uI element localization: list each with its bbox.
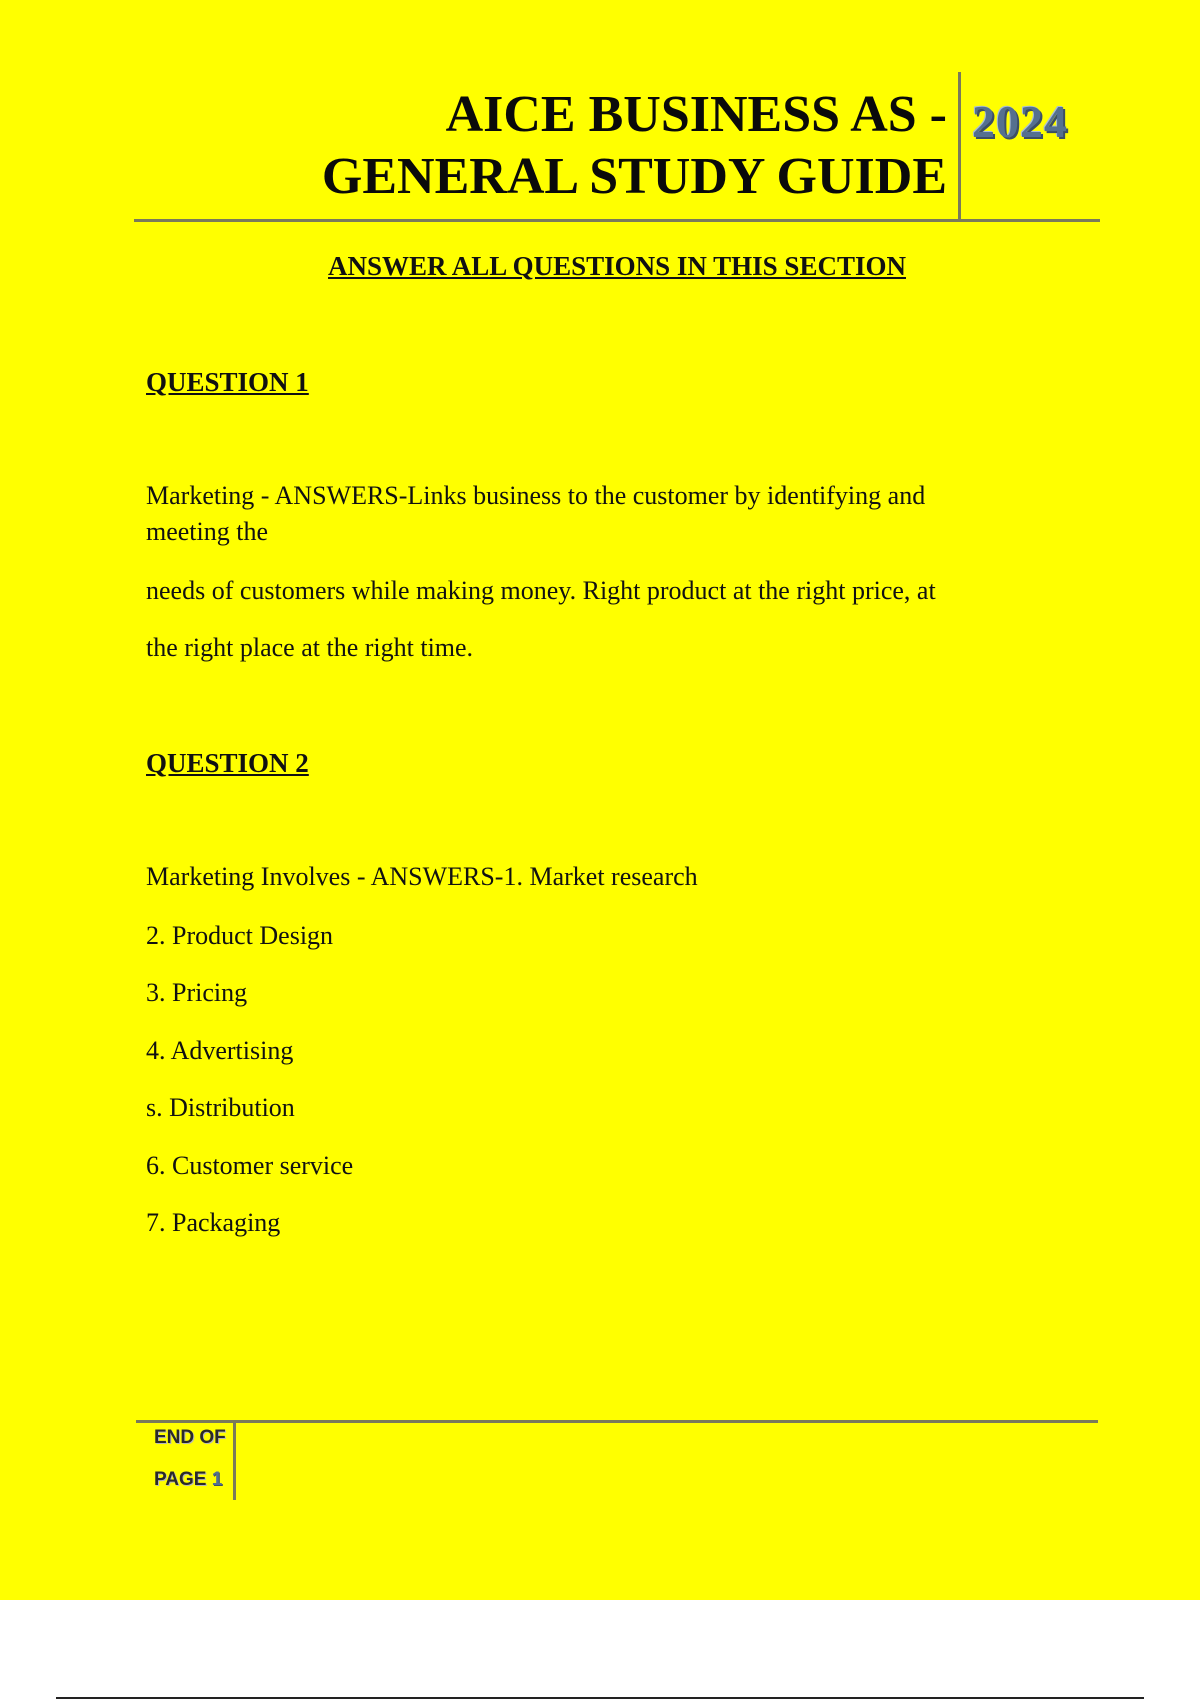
question-2-heading: QUESTION 2 bbox=[146, 748, 309, 778]
question-1-answer-line-2: meeting the bbox=[146, 517, 269, 546]
title-line-2: GENERAL STUDY GUIDE bbox=[321, 148, 947, 205]
title-line-1: AICE BUSINESS AS - bbox=[445, 86, 947, 143]
question-2-list-item-2: 2. Product Design bbox=[146, 921, 334, 950]
footer-end-of: END OF bbox=[154, 1427, 226, 1448]
question-2-list-item-4: 4. Advertising bbox=[146, 1036, 294, 1065]
question-2-answer-line-1: Marketing Involves - ANSWERS-1. Market research bbox=[146, 862, 698, 891]
question-1-answer-line-1: Marketing - ANSWERS-Links business to the customer by identifying and bbox=[146, 481, 926, 510]
footer-page-label bbox=[154, 1468, 222, 1492]
header-rule bbox=[134, 219, 1100, 222]
question-2-list-item-6: 6. Customer service bbox=[146, 1151, 354, 1180]
question-1-answer-line-3: needs of customers while making money. Right product at the right price, at bbox=[146, 576, 936, 605]
question-2-list-item-5: s. Distribution bbox=[146, 1093, 295, 1122]
bottom-rule bbox=[56, 1697, 1144, 1699]
title-divider bbox=[958, 72, 961, 220]
year-label: 2024 bbox=[972, 96, 1068, 147]
document-title bbox=[322, 84, 947, 208]
question-2-list-item-3: 3. Pricing bbox=[146, 978, 248, 1007]
footer-rule bbox=[136, 1420, 1098, 1423]
question-2-list-item-7: 7. Packaging bbox=[146, 1208, 281, 1237]
question-1-heading: QUESTION 1 bbox=[146, 367, 309, 397]
footer-page-number: 1 bbox=[211, 1469, 223, 1490]
footer-page-prefix: PAGE bbox=[154, 1469, 212, 1490]
question-1-answer-line-4: the right place at the right time. bbox=[146, 633, 474, 662]
section-instruction: ANSWER ALL QUESTIONS IN THIS SECTION bbox=[328, 251, 906, 281]
footer-divider bbox=[233, 1423, 236, 1500]
